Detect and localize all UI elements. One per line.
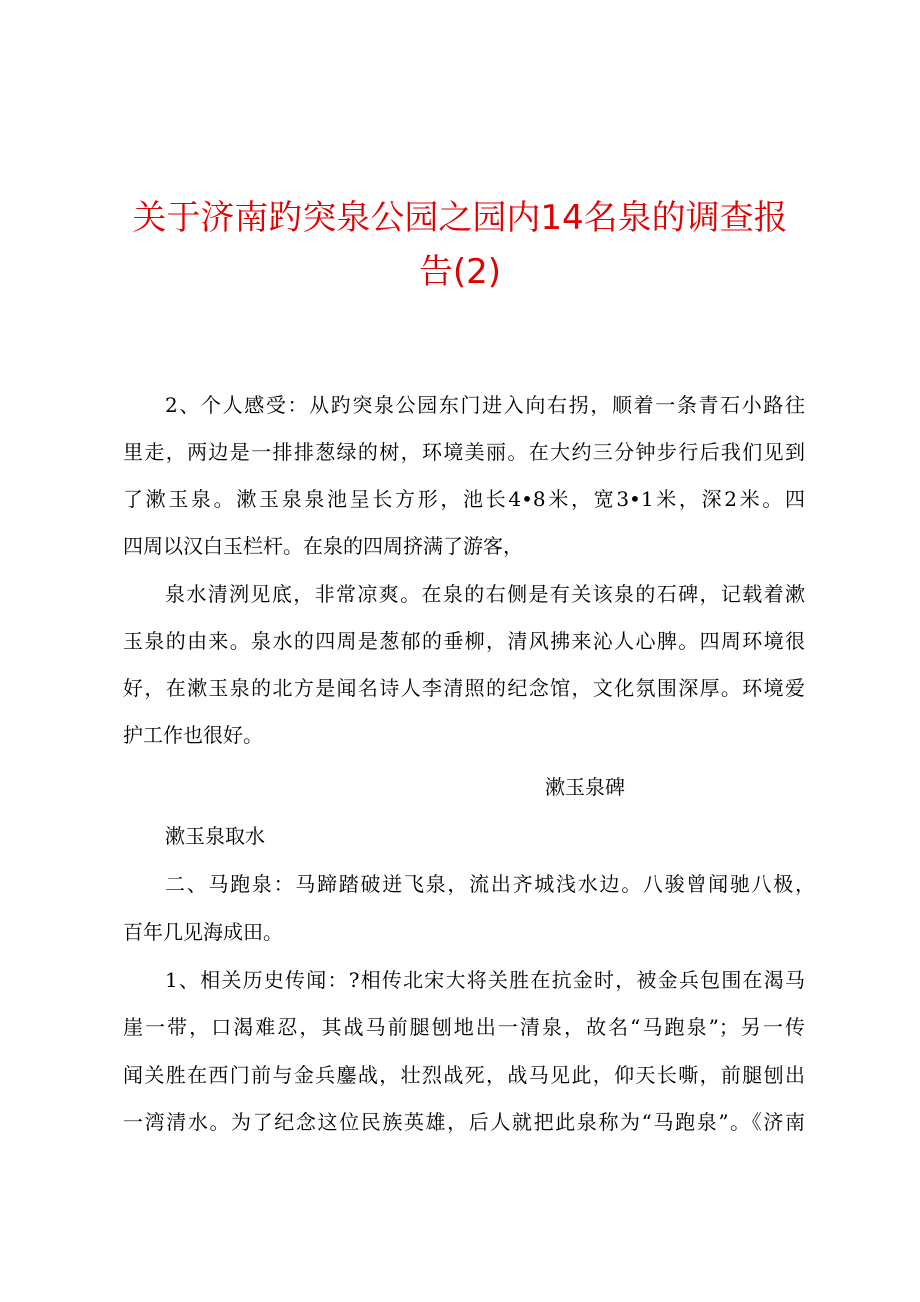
paragraph-line: 1、相关历史传闻：?相传北宋大将关胜在抗金时，被金兵包围在渴马 bbox=[165, 968, 805, 992]
paragraph-line: 玉泉的由来。泉水的四周是葱郁的垂柳，清风拂来沁人心脾。四周环境很 bbox=[123, 629, 805, 653]
paragraph-line: 2、个人感受：从趵突泉公园东门进入向右拐，顺着一条青石小路往 bbox=[165, 393, 805, 417]
paragraph-line: 二、马跑泉：马蹄踏破迸飞泉，流出齐城浅水边。八骏曾闻驰八极， bbox=[165, 872, 815, 896]
paragraph-line: 泉水清洌见底，非常凉爽。在泉的右侧是有关该泉的石碑，记载着漱 bbox=[165, 582, 805, 606]
paragraph-line: 好，在漱玉泉的北方是闻名诗人李清照的纪念馆，文化氛围深厚。环境爱 bbox=[123, 676, 805, 700]
document-title-line-2: 告(2) bbox=[418, 252, 502, 292]
paragraph-line: 护工作也很好。 bbox=[123, 723, 263, 747]
document-title-line-1: 关于济南趵突泉公园之园内14名泉的调查报 bbox=[132, 198, 788, 238]
image-caption: 漱玉泉碑 bbox=[545, 775, 625, 799]
paragraph-line: 百年几见海成田。 bbox=[123, 920, 283, 944]
paragraph-line: 里走，两边是一排排葱绿的树，环境美丽。在大约三分钟步行后我们见到 bbox=[123, 440, 805, 464]
paragraph-line: 崖一带，口渴难忍，其战马前腿刨地出一清泉，故名“马跑泉”；另一传 bbox=[123, 1015, 805, 1039]
paragraph-line: 闻关胜在西门前与金兵鏖战，壮烈战死，战马见此，仰天长嘶，前腿刨出 bbox=[123, 1063, 805, 1087]
image-caption: 漱玉泉取水 bbox=[165, 824, 265, 848]
paragraph-line: 四周以汉白玉栏杆。在泉的四周挤满了游客， bbox=[123, 534, 523, 558]
paragraph-line: 了漱玉泉。漱玉泉泉池呈长方形，池长4•8米，宽3•1米，深2米。四 bbox=[123, 487, 805, 511]
paragraph-line: 一湾清水。为了纪念这位民族英雄，后人就把此泉称为“马跑泉”。《济南 bbox=[123, 1110, 805, 1134]
